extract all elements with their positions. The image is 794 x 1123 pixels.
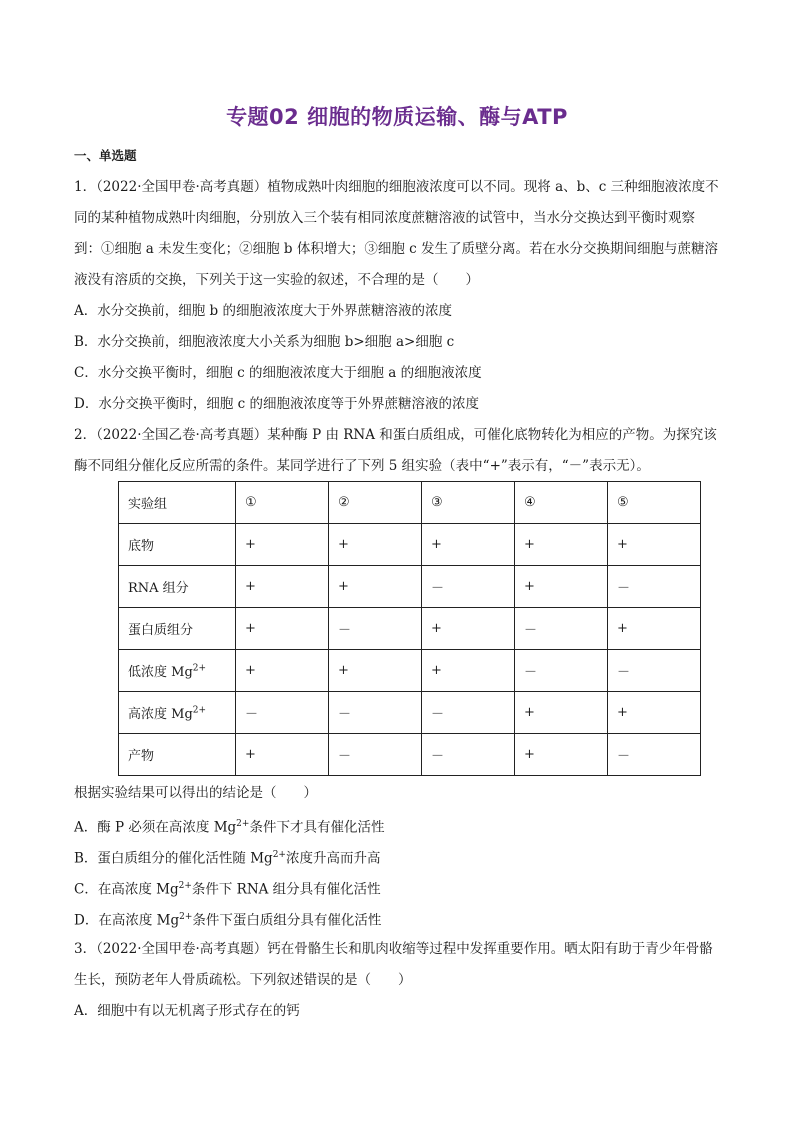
- table-header-cell: ②: [329, 482, 422, 524]
- table-cell: －: [236, 692, 329, 734]
- q1-stem-line-2: 同的某种植物成熟叶肉细胞，分别放入三个装有相同浓度蔗糖溶液的试管中，当水分交换达到平衡时观察: [74, 210, 695, 226]
- q1-stem-line-4: 液没有溶质的交换，下列关于这一实验的叙述，不合理的是（ ）: [74, 272, 479, 288]
- table-row: [119, 566, 701, 608]
- table-cell: +: [515, 692, 608, 734]
- table-cell: －: [329, 608, 422, 650]
- q1-option-b: B．水分交换前，细胞液浓度大小关系为细胞 b>细胞 a>细胞 c: [74, 334, 455, 350]
- table-cell: －: [329, 734, 422, 776]
- q2-option-d: D．在高浓度 $Mg^{2+}$条件下蛋白质组分具有催化活性: [74, 912, 382, 929]
- table-cell: +: [422, 650, 515, 692]
- q2-stem-line-1: 2．（2022·全国乙卷·高考真题）某种酶 P 由 RNA 和蛋白质组成，可催化底物转化为相应的产物。为探究该: [74, 427, 717, 443]
- table-row: [119, 692, 701, 734]
- table-cell: +: [329, 524, 422, 566]
- table-cell: －: [329, 692, 422, 734]
- table-cell: －: [608, 650, 701, 692]
- table-header-cell: ③: [422, 482, 515, 524]
- row-label: 高浓度 $Mg^{2+}$: [119, 692, 236, 734]
- table-cell: +: [422, 608, 515, 650]
- q2-option-c: C．在高浓度 $Mg^{2+}$条件下 RNA 组分具有催化活性: [74, 881, 381, 898]
- table-cell: －: [422, 692, 515, 734]
- table-cell: +: [329, 650, 422, 692]
- table-cell: +: [422, 524, 515, 566]
- table-cell: +: [236, 734, 329, 776]
- q2-option-a: A．酶 P 必须在高浓度 $Mg^{2+}$条件下才具有催化活性: [74, 819, 385, 836]
- table-cell: +: [515, 734, 608, 776]
- table-cell: +: [236, 608, 329, 650]
- q1-option-a: A．水分交换前，细胞 b 的细胞液浓度大于外界蔗糖溶液的浓度: [74, 303, 452, 319]
- q3-stem-line-2: 生长，预防老年人骨质疏松。下列叙述错误的是（ ）: [74, 972, 412, 988]
- section-heading: 一、单选题: [74, 148, 137, 163]
- page-title: 专题02 细胞的物质运输、酶与ATP: [226, 105, 568, 129]
- experiment-table: [118, 481, 701, 776]
- table-cell: －: [422, 734, 515, 776]
- table-row: [119, 524, 701, 566]
- table-cell: +: [515, 566, 608, 608]
- q1-option-c: C．水分交换平衡时，细胞 c 的细胞液浓度大于细胞 a 的细胞液浓度: [74, 365, 482, 381]
- table-row: [119, 650, 701, 692]
- table-cell: +: [236, 566, 329, 608]
- row-label: RNA 组分: [119, 566, 236, 608]
- table-cell: －: [608, 734, 701, 776]
- q2-stem-line-2: 酶不同组分催化反应所需的条件。某同学进行了下列 5 组实验（表中“+”表示有，“－”表示无）。: [74, 458, 650, 474]
- row-label: 底物: [119, 524, 236, 566]
- q1-stem-line-1: 1．（2022·全国甲卷·高考真题）植物成熟叶肉细胞的细胞液浓度可以不同。现将 a、b、c 三种细胞液浓度不: [74, 179, 719, 195]
- q3-stem-line-1: 3．（2022·全国甲卷·高考真题）钙在骨骼生长和肌肉收缩等过程中发挥重要作用。晒太阳有助于青少年骨骼: [74, 941, 713, 957]
- row-label: 产物: [119, 734, 236, 776]
- table-cell: +: [515, 524, 608, 566]
- table-row: [119, 734, 701, 776]
- table-cell: －: [422, 566, 515, 608]
- table-cell: －: [515, 608, 608, 650]
- table-header-cell: 实验组: [119, 482, 236, 524]
- table-header-cell: ①: [236, 482, 329, 524]
- table-cell: +: [329, 566, 422, 608]
- row-label: 低浓度 $Mg^{2+}$: [119, 650, 236, 692]
- q1-stem-line-3: 到：①细胞 a 未发生变化；②细胞 b 体积增大；③细胞 c 发生了质壁分离。若在水分交换期间细胞与蔗糖溶: [74, 241, 718, 257]
- q2-option-b: B．蛋白质组分的催化活性随 $Mg^{2+}$浓度升高而升高: [74, 850, 381, 867]
- table-cell: +: [608, 692, 701, 734]
- table-header-cell: ⑤: [608, 482, 701, 524]
- table-cell: +: [608, 608, 701, 650]
- q1-option-d: D．水分交换平衡时，细胞 c 的细胞液浓度等于外界蔗糖溶液的浓度: [74, 396, 479, 412]
- table-cell: －: [515, 650, 608, 692]
- table-header-cell: ④: [515, 482, 608, 524]
- table-cell: +: [236, 650, 329, 692]
- table-cell: －: [608, 566, 701, 608]
- table-header-row: [119, 482, 701, 524]
- q2-question: 根据实验结果可以得出的结论是（ ）: [74, 785, 317, 801]
- table-cell: +: [236, 524, 329, 566]
- table-row: [119, 608, 701, 650]
- table-cell: +: [608, 524, 701, 566]
- q3-option-a: A．细胞中有以无机离子形式存在的钙: [74, 1003, 300, 1019]
- row-label: 蛋白质组分: [119, 608, 236, 650]
